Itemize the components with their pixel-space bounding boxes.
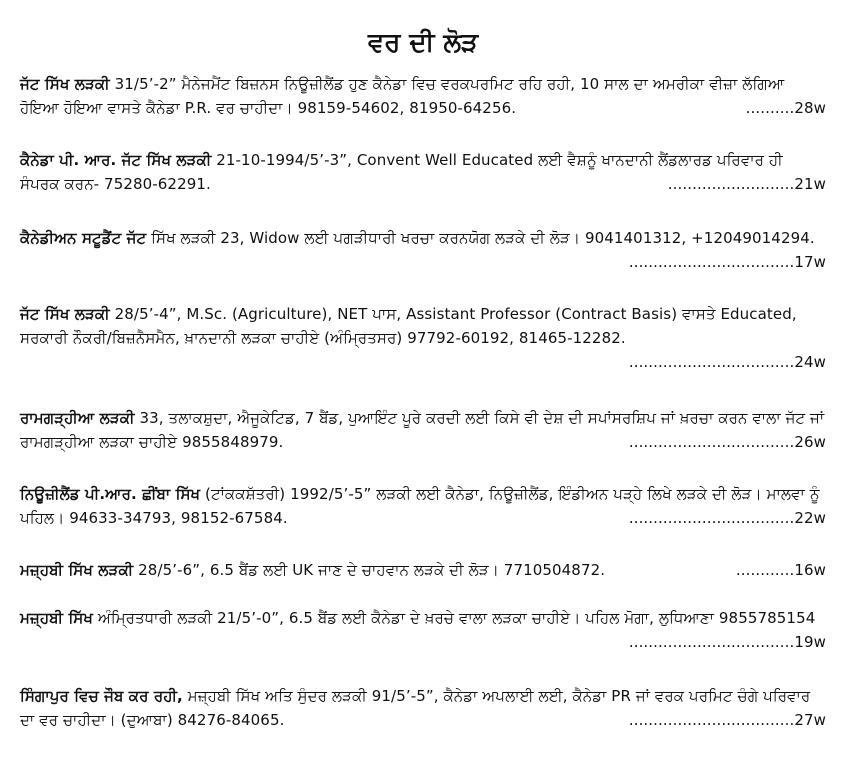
ad-code: ..........28w bbox=[745, 99, 826, 117]
ad-heading: ਰਾਮਗੜ੍ਹੀਆ ਲੜਕੀ bbox=[20, 409, 135, 427]
ad-item bbox=[20, 606, 826, 654]
ad-heading: ਨਿਊਜ਼ੀਲੈਂਡ ਪੀ.ਆਰ. ਛੀਂਬਾ ਸਿੱਖ bbox=[20, 485, 201, 503]
ad-text: 28/5’-4”, M.Sc. (Agriculture), NET ਪਾਸ, Assistant Professor (Contract Basis) ਵਾਸਤੇ Educated, ਸਰਕਾਰੀ ਨੌਕਰੀ/ਬਿਜ਼ਨੈਸਮੈਨ, ਖ਼ਾਨਦਾਨੀ ਲੜਕਾ ਚਾਹੀਏ (ਅੰਮ੍ਰਿਤਸਰ) 97792-60192, 81465-12282. bbox=[20, 305, 797, 347]
ad-item bbox=[20, 482, 826, 530]
ad-item bbox=[20, 226, 826, 274]
ad-heading: ਮਜ਼੍ਹਬੀ ਸਿੱਖ ਲੜਕੀ bbox=[20, 561, 134, 579]
ad-code: ..................................22w bbox=[628, 509, 826, 527]
ad-item bbox=[20, 72, 826, 120]
ad-code: ..................................17w bbox=[628, 253, 826, 271]
page-title: ਵਰ ਦੀ ਲੋੜ bbox=[367, 28, 479, 58]
ad-text: 31/5’-2” ਮੈਨੇਜਮੈਂਟ ਬਿਜ਼ਨਸ ਨਿਊਜ਼ੀਲੈਂਡ ਹੁਣ ਕੈਨੇਡਾ ਵਿਚ ਵਰਕਪਰਮਿਟ ਰਹਿ ਰਹੀ, 10 ਸਾਲ ਦਾ ਅਮਰੀਕਾ ਵੀਜ਼ਾ ਲੱਗਿਆ ਹੋਇਆ ਹੋਇਆ ਵਾਸਤੇ ਕੈਨੇਡਾ P.R. ਵਰ ਚਾਹੀਦਾ। 98159-54602, 81950-64256. bbox=[20, 75, 785, 117]
ad-text: ਸਿੱਖ ਲੜਕੀ 23, Widow ਲਈ ਪਗੜੀਧਾਰੀ ਖਰਚਾ ਕਰਨਯੋਗ ਲੜਕੇ ਦੀ ਲੋੜ। 9041401312, +12049014294. bbox=[146, 229, 815, 247]
ad-text: 21-10-1994/5’-3”, Convent Well Educated ਲਈ ਵੈਸ਼ਨੂੰ ਖਾਨਦਾਨੀ ਲੈਂਡਲਾਰਡ ਪਰਿਵਾਰ ਹੀ ਸੰਪਰਕ ਕਰਨ- 75280-62291. bbox=[20, 151, 783, 193]
ad-heading: ਸਿੰਗਾਪੁਰ ਵਿਚ ਜੌਬ ਕਰ ਰਹੀ, bbox=[20, 687, 183, 705]
ad-heading: ਕੈਨੇਡੀਅਨ ਸਟੂਡੈਂਟ ਜੱਟ bbox=[20, 229, 147, 247]
ad-heading: ਕੈਨੇਡਾ ਪੀ. ਆਰ. ਜੱਟ ਸਿੱਖ ਲੜਕੀ bbox=[20, 151, 212, 169]
ad-code: ..................................26w bbox=[628, 433, 826, 451]
ad-text: 28/5’-6”, 6.5 ਬੈਂਡ ਲਈ UK ਜਾਣ ਦੇ ਚਾਹਵਾਨ ਲੜਕੇ ਦੀ ਲੋੜ। 7710504872. bbox=[133, 561, 606, 579]
ad-item bbox=[20, 684, 826, 732]
ad-item bbox=[20, 558, 826, 582]
ad-item bbox=[20, 148, 826, 196]
ad-heading: ਜੱਟ ਸਿੱਖ ਲੜਕੀ bbox=[20, 305, 110, 323]
ad-code: ............16w bbox=[735, 561, 826, 579]
ad-heading: ਜੱਟ ਸਿੱਖ ਲੜਕੀ bbox=[20, 75, 110, 93]
ad-text: ਅੰਮ੍ਰਿਤਧਾਰੀ ਲੜਕੀ 21/5’-0”, 6.5 ਬੈਂਡ ਲਈ ਕੈਨੇਡਾ ਦੇ ਖ਼ਰਚੇ ਵਾਲਾ ਲੜਕਾ ਚਾਹੀਏ। ਪਹਿਲ ਮੋਗਾ, ਲੁਧਿਆਣਾ 9855785154 bbox=[93, 609, 816, 627]
ad-text: (ਟਾਂਕਕਸ਼ੱਤਰੀ) 1992/5’-5” ਲੜਕੀ ਲਈ ਕੈਨੇਡਾ, ਨਿਊਜ਼ੀਲੈਂਡ, ਇੰਡੀਅਨ ਪੜ੍ਹੇ ਲਿਖੇ ਲੜਕੇ ਦੀ ਲੋੜ। ਮਾਲਵਾ ਨੂੰ ਪਹਿਲ। 94633-34793, 98152-67584. bbox=[20, 485, 820, 527]
ad-code: ..................................19w bbox=[628, 633, 826, 651]
ad-item bbox=[20, 406, 826, 454]
ad-heading: ਮਜ਼੍ਹਬੀ ਸਿੱਖ bbox=[20, 609, 93, 627]
ad-text: 33, ਤਲਾਕਸ਼ੁਦਾ, ਐਜੂਕੇਟਿਡ, 7 ਬੈਂਡ, ਪੁਆਇੰਟ ਪੂਰੇ ਕਰਦੀ ਲਈ ਕਿਸੇ ਵੀ ਦੇਸ਼ ਦੀ ਸਪਾਂਸਰਸ਼ਿਪ ਜਾਂ ਖ਼ਰਚਾ ਕਰਨ ਵਾਲਾ ਜੱਟ ਜਾਂ ਰਾਮਗੜ੍ਹੀਆ ਲੜਕਾ ਚਾਹੀਏ 9855848979. bbox=[20, 409, 825, 451]
ad-code: ..................................24w bbox=[628, 353, 826, 371]
ad-code: ..................................27w bbox=[628, 711, 826, 729]
ad-item bbox=[20, 302, 826, 374]
ad-text: ਮਜ਼੍ਹਬੀ ਸਿੱਖ ਅਤਿ ਸੁੰਦਰ ਲੜਕੀ 91/5’-5”, ਕੈਨੇਡਾ ਅਪਲਾਈ ਲਈ, ਕੈਨੇਡਾ PR ਜਾਂ ਵਰਕ ਪਰਮਿਟ ਚੰਗੇ ਪਰਿਵਾਰ ਦਾ ਵਰ ਚਾਹੀਦਾ। (ਦੁਆਬਾ) 84276-84065. bbox=[20, 687, 811, 729]
ad-code: ..........................21w bbox=[667, 175, 826, 193]
